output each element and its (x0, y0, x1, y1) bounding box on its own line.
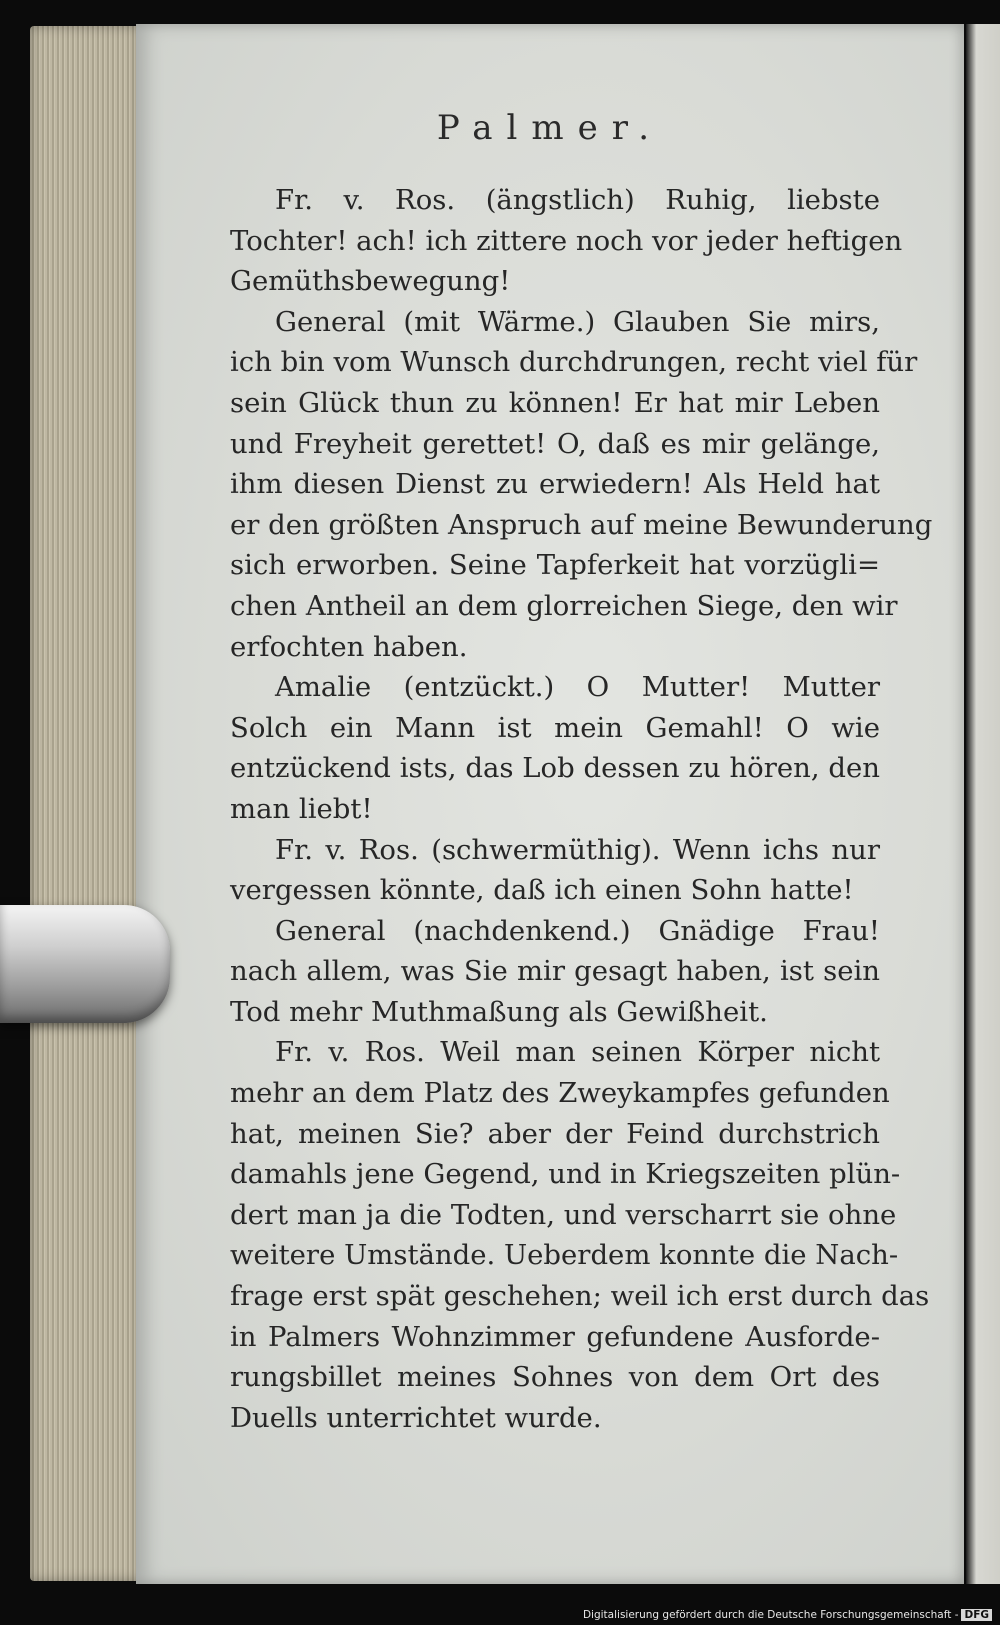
page-stack-edge (30, 26, 140, 1581)
text-line: und Freyheit gerettet! O, daß es mir gelänge, (230, 427, 880, 460)
text-line: mehr an dem Platz des Zweykampfes gefunden (230, 1077, 890, 1110)
text-line: Tod mehr Muthmaßung als Gewißheit. (230, 995, 768, 1028)
text-line: nach allem, was Sie mir gesagt haben, ist sein (230, 955, 880, 988)
text-line: weitere Umstände. Ueberdem konnte die Nach- (230, 1239, 899, 1272)
text-line: ich bin vom Wunsch durchdrungen, recht viel für (230, 346, 918, 379)
text-line: erfochten haben. (230, 630, 468, 663)
scanner-clamp (0, 905, 170, 1023)
text-line: entzückend ists, das Lob dessen zu hören, den (230, 752, 880, 785)
credit-text: Digitalisierung gefördert durch die Deutsche Forschungsgemeinschaft - (582, 1609, 959, 1621)
text-line: Duells unterrichtet wurde. (230, 1401, 602, 1434)
text-line: frage erst spät geschehen; weil ich erst durch das (230, 1280, 930, 1313)
text-line: hat, meinen Sie? aber der Feind durchstrich (230, 1117, 880, 1150)
text-line: Fr. v. Ros. (ängstlich) Ruhig, liebste (275, 184, 880, 216)
digitization-credit (583, 1609, 992, 1621)
text-line: chen Antheil an dem glorreichen Siege, den wir (230, 589, 898, 622)
dfg-logo: DFG (961, 1609, 992, 1621)
text-line: ihm diesen Dienst zu erwiedern! Als Held hat (230, 468, 880, 501)
text-line: rungsbillet meines Sohnes von dem Ort des (230, 1361, 880, 1394)
text-line: dert man ja die Todten, und verscharrt sie ohne (230, 1198, 897, 1231)
running-head: Palmer. (436, 108, 664, 148)
text-line: sich erworben. Seine Tapferkeit hat vorzügli= (230, 549, 880, 582)
text-line: General (nachdenkend.) Gnädige Frau! (275, 914, 880, 947)
text-line: Solch ein Mann ist mein Gemahl! O wie (230, 711, 880, 744)
text-line: in Palmers Wohnzimmer gefundene Ausforde- (230, 1320, 880, 1353)
text-line: er den größten Anspruch auf meine Bewunderung (230, 508, 933, 541)
text-line: damahls jene Gegend, und in Kriegszeiten plün- (230, 1158, 901, 1191)
text-line: Fr. v. Ros. Weil man seinen Körper nicht (275, 1036, 880, 1069)
text-line: General (mit Wärme.) Glauben Sie mirs, (275, 305, 880, 338)
text-line: vergessen könnte, daß ich einen Sohn hatte! (230, 874, 854, 907)
page-text (230, 180, 933, 1438)
facing-page-edge (966, 24, 1000, 1584)
text-line: Gemüthsbewegung! (230, 265, 511, 298)
text-line: Fr. v. Ros. (schwermüthig). Wenn ichs nur (275, 833, 880, 866)
text-line: Amalie (entzückt.) O Mutter! Mutter (275, 671, 880, 704)
text-line: man liebt! (230, 792, 373, 825)
text-line: Tochter! ach! ich zittere noch vor jeder heftigen (230, 224, 903, 257)
text-line: sein Glück thun zu können! Er hat mir Leben (230, 386, 880, 419)
